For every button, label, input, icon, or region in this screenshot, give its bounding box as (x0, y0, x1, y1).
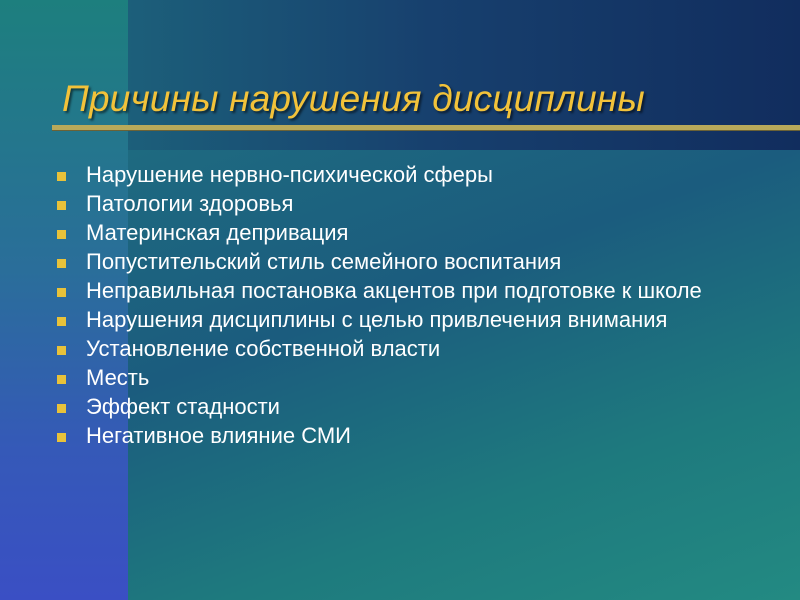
list-item-text: Эффект стадности (86, 394, 280, 419)
list-item-text: Неправильная постановка акцентов при подготовке к школе (86, 278, 702, 303)
list-item (55, 308, 775, 332)
list-item (55, 424, 775, 448)
slide-title: Причины нарушения дисциплины (62, 78, 645, 119)
square-bullet-icon (57, 201, 66, 210)
square-bullet-icon (57, 346, 66, 355)
list-item (55, 221, 775, 245)
square-bullet-icon (57, 433, 66, 442)
list-item-text: Нарушение нервно-психической сферы (86, 162, 493, 187)
list-item-text: Нарушения дисциплины с целью привлечения внимания (86, 307, 668, 332)
bullet-list (55, 163, 775, 453)
square-bullet-icon (57, 230, 66, 239)
list-item (55, 366, 775, 390)
list-item (55, 163, 775, 187)
list-item-text: Материнская депривация (86, 220, 349, 245)
title-underline (52, 125, 800, 130)
square-bullet-icon (57, 288, 66, 297)
square-bullet-icon (57, 404, 66, 413)
list-item-text: Попустительский стиль семейного воспитания (86, 249, 562, 274)
list-item-text: Месть (86, 365, 150, 390)
square-bullet-icon (57, 375, 66, 384)
square-bullet-icon (57, 259, 66, 268)
list-item (55, 250, 775, 274)
list-item (55, 192, 775, 216)
square-bullet-icon (57, 317, 66, 326)
list-item (55, 395, 775, 419)
list-item-text: Негативное влияние СМИ (86, 423, 351, 448)
square-bullet-icon (57, 172, 66, 181)
list-item (55, 279, 775, 303)
list-item (55, 337, 775, 361)
list-item-text: Патологии здоровья (86, 191, 294, 216)
list-item-text: Установление собственной власти (86, 336, 441, 361)
